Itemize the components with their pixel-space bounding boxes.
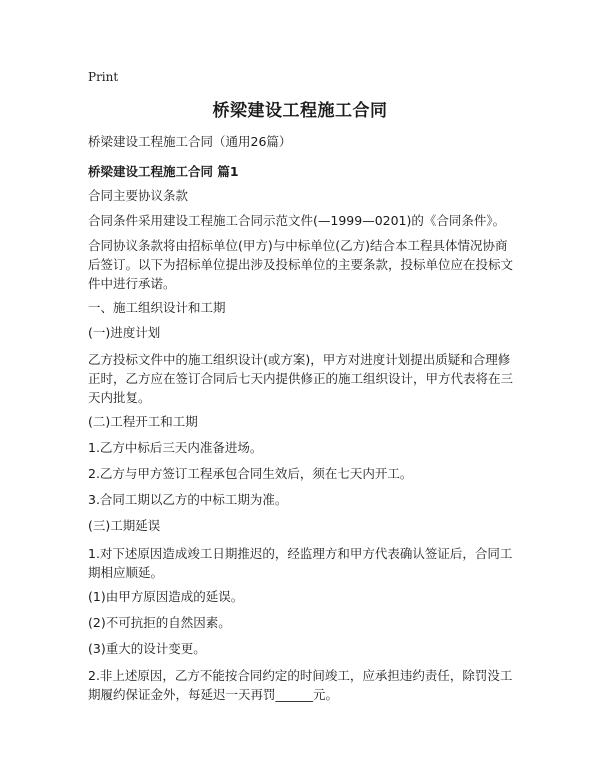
paragraph: 合同条件采用建设工程施工合同示范文件(—1999—0201)的《合同条件》。 (88, 213, 506, 228)
document-title: 桥梁建设工程施工合同 (212, 101, 388, 121)
list-item: (2)不可抗拒的自然因素。 (88, 615, 231, 630)
section-heading-construction: 一、施工组织设计和工期 (88, 300, 226, 315)
list-item: 2.乙方与甲方签订工程承包合同生效后，须在七天内开工。 (88, 466, 413, 481)
list-item: 1.乙方中标后三天内准备进场。 (88, 440, 263, 455)
list-item: 3.合同工期以乙方的中标工期为准。 (88, 492, 288, 507)
paragraph: 合同协议条款将由招标单位(甲方)与中标单位(乙方)结合本工程具体情况协商后签订。以下为招标单位提出涉及投标单位的主要条款，投标单位应在投标文件中进行承诺。 (88, 238, 514, 291)
list-item: (3)重大的设计变更。 (88, 641, 206, 656)
print-link[interactable]: Print (88, 70, 119, 84)
section-heading: 桥梁建设工程施工合同 篇1 (88, 164, 239, 179)
paragraph: 乙方投标文件中的施工组织设计(或方案)，甲方对进度计划提出质疑和合理修正时，乙方应在签订合同后七天内提供修正的施工组织设计，甲方代表将在三天内批复。 (88, 352, 514, 405)
subsection-heading: (二)工程开工和工期 (88, 414, 198, 429)
list-item: 2.非上述原因，乙方不能按合同约定的时间竣工，应承担违约责任，除罚没工期履约保证金外，每延迟一天再罚______元。 (88, 668, 513, 702)
paragraph: 合同主要协议条款 (88, 188, 189, 203)
subsection-heading: (三)工期延误 (88, 518, 161, 533)
list-item: (1)由甲方原因造成的延误。 (88, 589, 244, 604)
list-item: 1.对下述原因造成竣工日期推迟的，经监理方和甲方代表确认签证后，合同工期相应顺延。 (88, 546, 513, 580)
document-subtitle: 桥梁建设工程施工合同（通用26篇） (88, 134, 292, 149)
subsection-heading: (一)进度计划 (88, 325, 161, 340)
